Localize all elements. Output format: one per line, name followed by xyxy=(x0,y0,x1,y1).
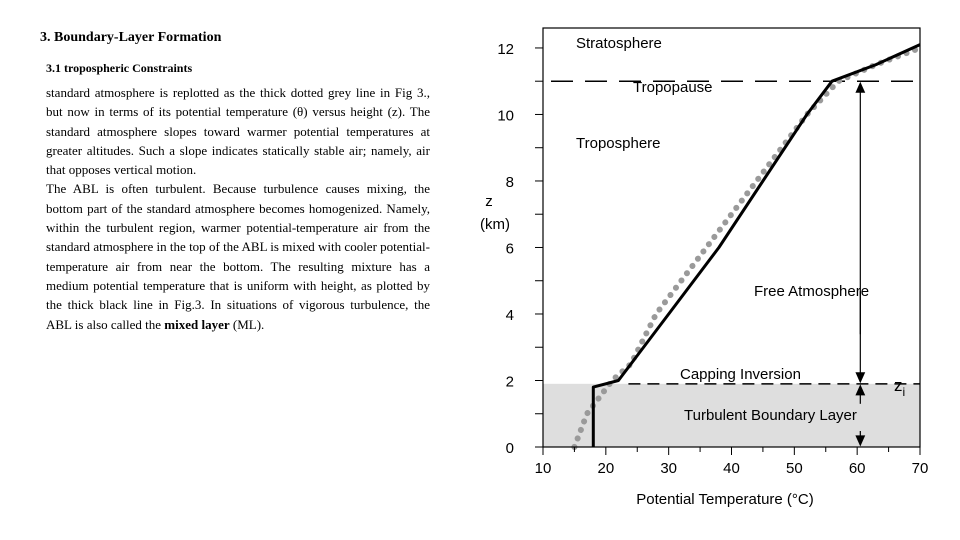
y-axis-label-z: z xyxy=(485,193,493,210)
paragraph-2-end: (ML). xyxy=(229,316,265,332)
y-tick-label-10: 10 xyxy=(497,107,514,125)
x-axis-label: Potential Temperature (°C) xyxy=(636,491,814,508)
potential-temperature-chart xyxy=(470,20,940,520)
x-tick-label-20: 20 xyxy=(597,460,615,477)
tropopause-label: Tropopause xyxy=(633,79,713,96)
x-tick-label-70: 70 xyxy=(911,460,929,477)
paragraph-2-text: The ABL is often turbulent. Because turbulence causes mixing, the bottom part of the standard atmosphere becomes homogenized. Namely, within the turbulent region, warmer potential-temperature air from the standard atmosphere in the top of the ABL is mixed with cooler potential-temperature air from near the bottom. The resulting mixture has a medium potential temperature that is uniform with height, as plotted by the thick black line in Fig.3. In situations of vigorous turbulence, the ABL is also called the xyxy=(46,181,430,332)
zi-subscript: i xyxy=(902,385,906,399)
paragraph-1: standard atmosphere is replotted as the thick dotted grey line in Fig 3., but now in terms of its potential temperature (θ) versus height (z). The standard atmosphere slopes toward warmer potential temperatures at greater altitudes. Such a slope indicates statically stable air; namely, air that opposes vertical motion. xyxy=(46,85,430,178)
y-tick-label-4: 4 xyxy=(505,306,514,324)
stratosphere-label: Stratosphere xyxy=(576,35,662,52)
y-tick-label-0: 0 xyxy=(505,440,514,457)
subsection-heading: 3.1 tropospheric Constraints xyxy=(46,61,193,75)
body-text xyxy=(46,83,430,334)
capping-inversion-label: Capping Inversion xyxy=(680,366,801,383)
zi-symbol: z xyxy=(894,376,903,395)
x-tick-label-10: 10 xyxy=(534,460,552,477)
y-tick-label-2: 2 xyxy=(505,373,514,391)
paragraph-2 xyxy=(46,179,430,333)
figure-3 xyxy=(470,20,940,520)
x-tick-label-50: 50 xyxy=(785,460,803,477)
turbulent-layer-label: Turbulent Boundary Layer xyxy=(684,407,857,424)
y-tick-label-12: 12 xyxy=(497,40,514,58)
free-atmosphere-arrowhead-up xyxy=(856,83,864,92)
mixed-layer-term: mixed layer xyxy=(164,316,230,332)
y-tick-label-8: 8 xyxy=(505,173,514,191)
y-axis-label-unit: (km) xyxy=(480,216,510,233)
x-tick-label-30: 30 xyxy=(660,460,678,477)
x-tick-label-40: 40 xyxy=(723,460,740,477)
troposphere-label: Troposphere xyxy=(576,135,661,152)
free-atmosphere-label: Free Atmosphere xyxy=(754,283,870,300)
free-atmosphere-arrowhead-down xyxy=(856,373,864,382)
y-tick-label-6: 6 xyxy=(505,240,514,258)
section-heading: 3. Boundary-Layer Formation xyxy=(40,30,222,45)
x-tick-label-60: 60 xyxy=(848,460,866,477)
